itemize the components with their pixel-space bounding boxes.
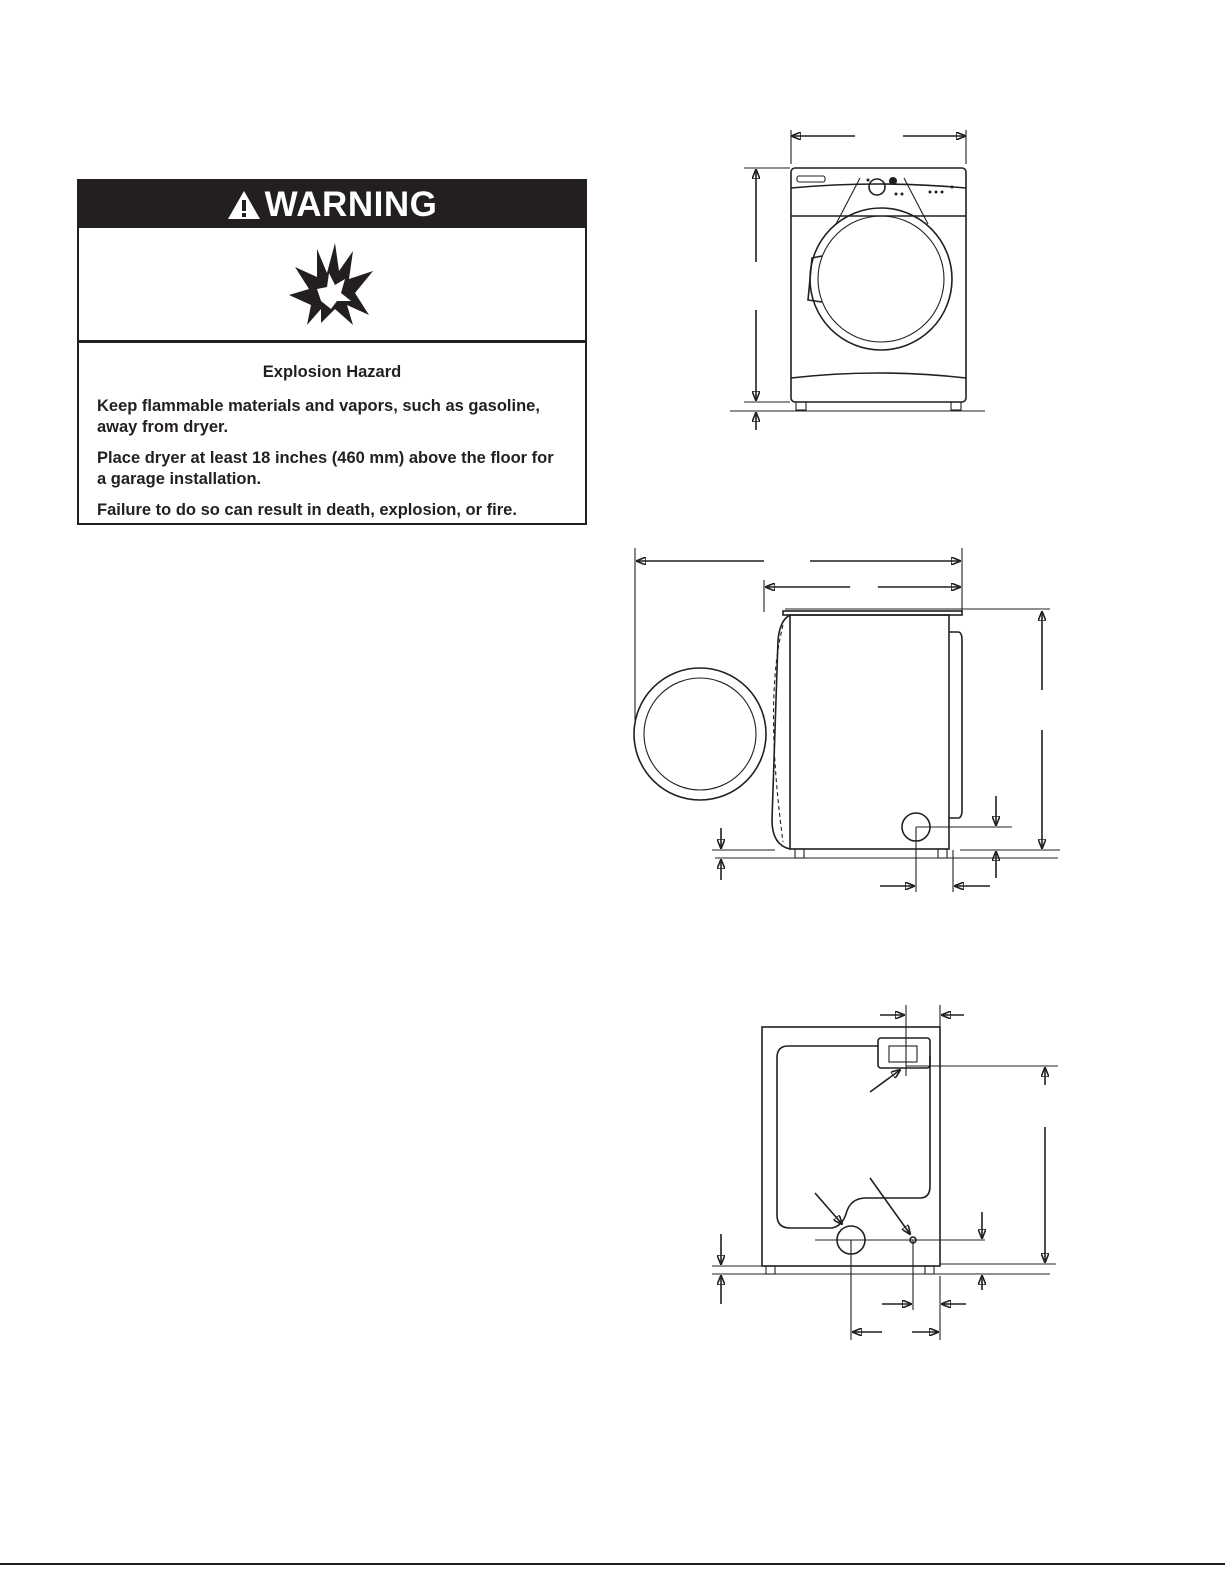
hazard-line-1: Keep flammable materials and vapors, such as gasoline, away from dryer. bbox=[97, 397, 540, 436]
hazard-line-2: Place dryer at least 18 inches (460 mm) above the floor for a garage installation. bbox=[97, 449, 554, 488]
dryer-rear-view bbox=[712, 1005, 1058, 1340]
dryer-side-view bbox=[634, 548, 1060, 892]
footer-rule bbox=[0, 1563, 1225, 1565]
hazard-line-3: Failure to do so can result in death, explosion, or fire. bbox=[97, 501, 517, 519]
warning-header-text: WARNING bbox=[264, 184, 438, 224]
hazard-title: Explosion Hazard bbox=[262, 363, 402, 381]
dryer-front-view bbox=[730, 130, 985, 430]
